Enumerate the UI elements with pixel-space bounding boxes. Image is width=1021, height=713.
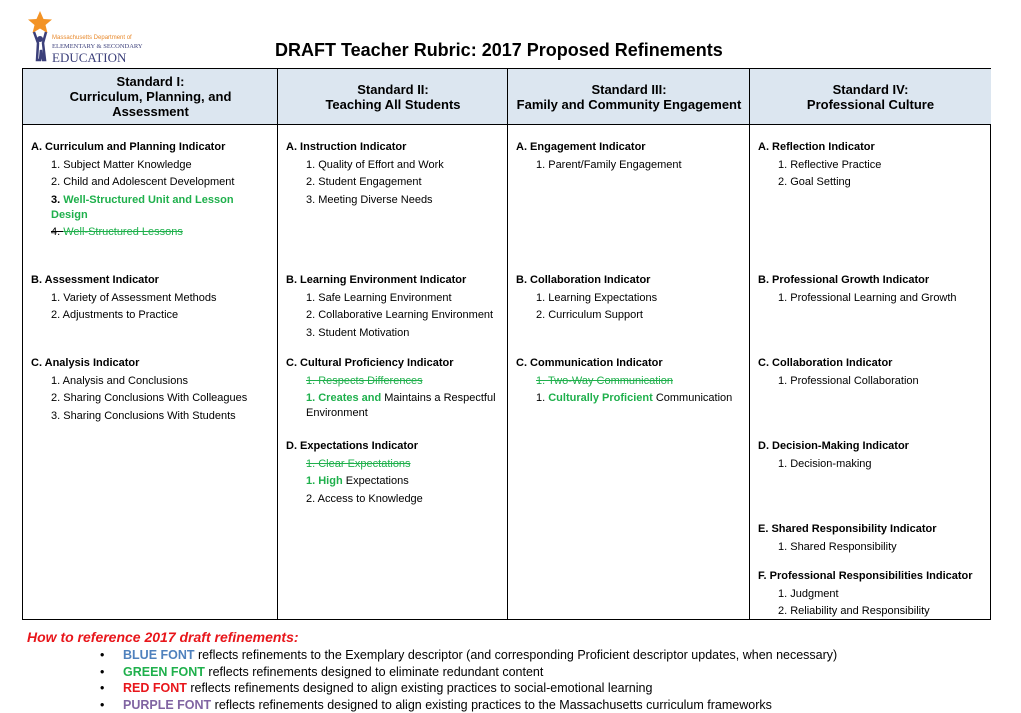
indicator-element [286,193,502,208]
element-text: Expectations [343,475,409,487]
indicator [516,273,744,323]
legend-item [100,680,837,697]
indicator-element [31,175,272,190]
indicator-element [31,193,272,223]
indicator-element [31,374,272,389]
indicator [31,140,272,240]
indicator [516,140,744,173]
indicator-heading: D. Expectations Indicator [286,439,502,454]
indicator-element [758,457,985,472]
indicator-element [758,374,985,389]
indicator-element [31,225,272,240]
indicator [758,273,985,306]
indicator-element [31,308,272,323]
element-text: 4. [51,226,63,238]
standard-header-line: Professional Culture [807,97,934,112]
indicator-element [286,374,502,389]
element-text: 2. Curriculum Support [536,309,643,321]
logo-line-2: ELEMENTARY & SECONDARY [52,43,143,50]
standard-header-line: Family and Community Engagement [517,97,742,112]
indicator-element [758,175,985,190]
indicator [758,439,985,472]
indicator [758,356,985,389]
element-text: 2. Student Engagement [306,176,422,188]
indicator-element [286,326,502,341]
indicator-element [286,291,502,306]
column-divider [749,69,750,619]
element-text: 1. Quality of Effort and Work [306,159,444,171]
legend-key: GREEN FONT [123,665,205,679]
standard-header [508,69,750,125]
indicator [286,356,502,421]
indicator-element [758,587,985,602]
indicator [31,356,272,424]
element-text: Culturally Proficient [548,392,653,404]
element-text: Well-Structured Unit and Lesson Design [51,194,234,221]
logo-line-1: Massachusetts Department of [52,35,132,41]
indicator-heading: F. Professional Responsibilities Indicator [758,569,985,584]
indicator-element [31,158,272,173]
indicator-element [758,158,985,173]
indicator-element [286,391,502,421]
element-text: 1. Judgment [778,588,839,600]
indicator-element [516,374,744,389]
element-text: 3. Sharing Conclusions With Students [51,410,236,422]
element-text: 1. Safe Learning Environment [306,292,452,304]
legend-item [100,664,837,681]
indicator-element [286,474,502,489]
indicator [758,569,985,619]
element-text: 1. Clear Expectations [306,458,411,470]
legend-text: reflects refinements designed to align existing practices to the Massachusetts curriculum frameworks [211,698,772,712]
element-text: Maintains a Respectful Environment [306,392,496,419]
element-text: 2. Goal Setting [778,176,851,188]
indicator-heading: B. Learning Environment Indicator [286,273,502,288]
standard-header-line: Teaching All Students [325,97,460,112]
indicator-heading: C. Collaboration Indicator [758,356,985,371]
element-text: 1. Parent/Family Engagement [536,159,682,171]
indicator-element [286,158,502,173]
indicator [758,522,985,555]
indicator-heading: A. Curriculum and Planning Indicator [31,140,272,155]
page-title: DRAFT Teacher Rubric: 2017 Proposed Refinements [275,40,723,61]
indicator-element [31,391,272,406]
indicator-element [31,291,272,306]
element-text: 1. [536,392,548,404]
logo-line-3: EDUCATION [52,50,126,66]
indicator [516,356,744,406]
column-divider [507,69,508,619]
indicator-element [286,492,502,507]
element-text: Communication [653,392,732,404]
legend-text: reflects refinements designed to eliminate redundant content [205,665,543,679]
element-text: 3. Meeting Diverse Needs [306,194,433,206]
element-text: 1. Creates and [306,392,381,404]
standard-header-line: Assessment [70,104,232,119]
indicator-heading: B. Professional Growth Indicator [758,273,985,288]
element-text: 1. Two-Way Communication [536,375,673,387]
legend-key: BLUE FONT [123,648,195,662]
element-text: 1. Shared Responsibility [778,541,897,553]
element-text: 1. Analysis and Conclusions [51,375,188,387]
indicator-element [31,409,272,424]
indicator-element [516,391,744,406]
legend-text: reflects refinements to the Exemplary descriptor (and corresponding Proficient descriptor updates, when necessary) [195,648,838,662]
standard-header-line: Standard I: [70,74,232,89]
element-text: 1. Decision-making [778,458,872,470]
legend-key: PURPLE FONT [123,698,211,712]
indicator-heading: C. Cultural Proficiency Indicator [286,356,502,371]
indicator-element [516,158,744,173]
indicator-element [286,457,502,472]
indicator [286,273,502,341]
element-text: 2. Collaborative Learning Environment [306,309,493,321]
indicator-element [286,308,502,323]
indicator-heading: D. Decision-Making Indicator [758,439,985,454]
indicator-element [516,308,744,323]
element-text: 2. Reliability and Responsibility [778,605,930,617]
element-text: 1. Subject Matter Knowledge [51,159,192,171]
standard-header-line: Standard II: [325,82,460,97]
indicator-element [516,291,744,306]
element-text: 2. Adjustments to Practice [51,309,178,321]
column-divider [277,69,278,619]
indicator-heading: E. Shared Responsibility Indicator [758,522,985,537]
indicator-heading: A. Instruction Indicator [286,140,502,155]
element-text: 1. Professional Collaboration [778,375,919,387]
indicator [286,439,502,507]
standard-header [278,69,508,125]
element-text: 1. Respects Differences [306,375,423,387]
element-text: 1. High [306,475,343,487]
indicator [758,140,985,190]
element-text: 2. Sharing Conclusions With Colleagues [51,392,247,404]
legend-item [100,647,837,664]
element-text: 2. Child and Adolescent Development [51,176,234,188]
standard-header [23,69,278,125]
standard-header-line: Standard III: [517,82,742,97]
indicator [286,140,502,208]
indicator-heading: C. Analysis Indicator [31,356,272,371]
element-text: 1. Variety of Assessment Methods [51,292,216,304]
indicator-heading: B. Collaboration Indicator [516,273,744,288]
legend-list [100,647,837,713]
indicator-heading: C. Communication Indicator [516,356,744,371]
indicator-heading: B. Assessment Indicator [31,273,272,288]
standard-header-line: Standard IV: [807,82,934,97]
element-text: 3. Student Motivation [306,327,409,339]
indicator-element [758,291,985,306]
element-text: 3. [51,194,63,206]
indicator-element [286,175,502,190]
indicator-element [758,604,985,619]
element-text: 1. Professional Learning and Growth [778,292,957,304]
element-text: 1. Learning Expectations [536,292,657,304]
indicator-heading: A. Engagement Indicator [516,140,744,155]
indicator [31,273,272,323]
rubric-table [22,68,991,620]
element-text: Well-Structured Lessons [63,226,183,238]
legend-text: reflects refinements designed to align existing practices to social-emotional learning [187,681,653,695]
element-text: 2. Access to Knowledge [306,493,423,505]
dese-logo [26,10,136,64]
indicator-heading: A. Reflection Indicator [758,140,985,155]
element-text: 1. Reflective Practice [778,159,881,171]
indicator-element [758,540,985,555]
standard-header [750,69,991,125]
standard-header-line: Curriculum, Planning, and [70,89,232,104]
legend-heading: How to reference 2017 draft refinements: [27,629,299,645]
legend-key: RED FONT [123,681,187,695]
